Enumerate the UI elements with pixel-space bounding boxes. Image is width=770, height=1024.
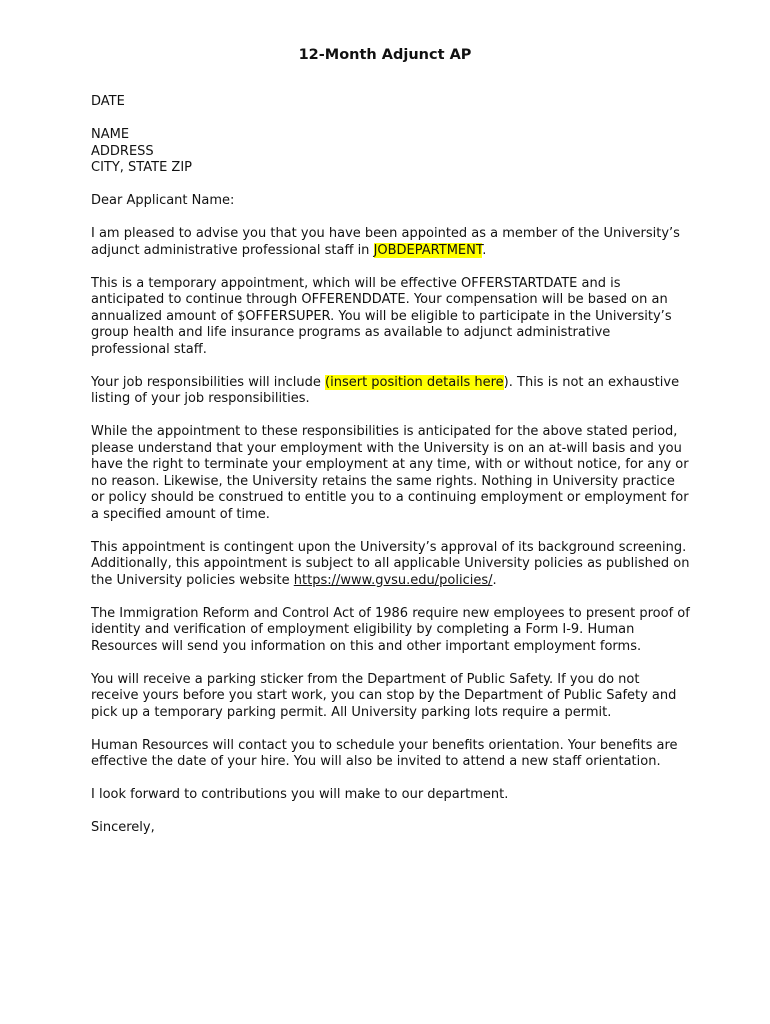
paragraph-closing-remark: I look forward to contributions you will make to our department.: [91, 787, 509, 802]
p1-end: .: [482, 242, 487, 258]
paragraph-i9: The Immigration Reform and Control Act of 1986 require new employees to present proof of identity and verification of employment eligibility by completing a Form I-9. Human Resources will send you information on this and other important employment forms.: [91, 605, 690, 654]
letter-body: [91, 94, 691, 853]
policies-link[interactable]: https://www.gvsu.edu/policies/: [293, 572, 493, 588]
paragraph-terms: This is a temporary appointment, which will be effective OFFERSTARTDATE and is anticipated to continue through OFFERENDDATE. Your compensation will be based on an annualized amount of $OFFERSUPER. You will be eligible to participate in the University’s group health and life insurance programs as available to adjunct administrative professional staff.: [91, 275, 672, 357]
p3-end: ). This is not an exhaustive listing of your job responsibilities.: [91, 374, 680, 406]
address-block: [91, 127, 691, 177]
salutation: Dear Applicant Name:: [91, 193, 235, 208]
p5-end: .: [492, 572, 497, 588]
job-department-highlight: JOBDEPARTMENT: [373, 242, 483, 258]
recipient-city: CITY, STATE ZIP: [91, 160, 192, 175]
paragraph-appointment: [91, 226, 691, 259]
closing: Sincerely,: [91, 820, 155, 835]
p5-text: This appointment is contingent upon the University’s approval of its background screening. Additionally, this appointment is subject to all applicable University policies as published on the University policies website: [91, 539, 690, 588]
paragraph-responsibilities: [91, 375, 691, 408]
p1-text: I am pleased to advise you that you have been appointed as a member of the University’s adjunct administrative professional staff in: [91, 226, 680, 258]
p3-text: Your job responsibilities will include: [91, 374, 326, 390]
date-line: DATE: [91, 94, 125, 109]
recipient-name: NAME: [91, 127, 130, 142]
paragraph-background: [91, 540, 691, 590]
document-title: 12-Month Adjunct AP: [298, 47, 472, 63]
recipient-address: ADDRESS: [91, 143, 154, 159]
paragraph-at-will: While the appointment to these responsibilities is anticipated for the above stated period, please understand that your employment with the University is on an at-will basis and you have the right to terminate your employment at any time, with or without notice, for any or no reason. Likewise, the University retains the same rights. Nothing in University practice or policy should be construed to entitle you to a continuing employment or employment for a specified amount of time.: [91, 424, 689, 522]
position-details-highlight: (insert position details here: [325, 374, 504, 390]
paragraph-benefits: Human Resources will contact you to schedule your benefits orientation. Your benefits are effective the date of your hire. You will also be invited to attend a new staff orientation.: [91, 737, 678, 769]
paragraph-parking: You will receive a parking sticker from the Department of Public Safety. If you do not receive yours before you start work, you can stop by the Department of Public Safety and pick up a temporary parking permit. All University parking lots require a permit.: [91, 671, 677, 720]
